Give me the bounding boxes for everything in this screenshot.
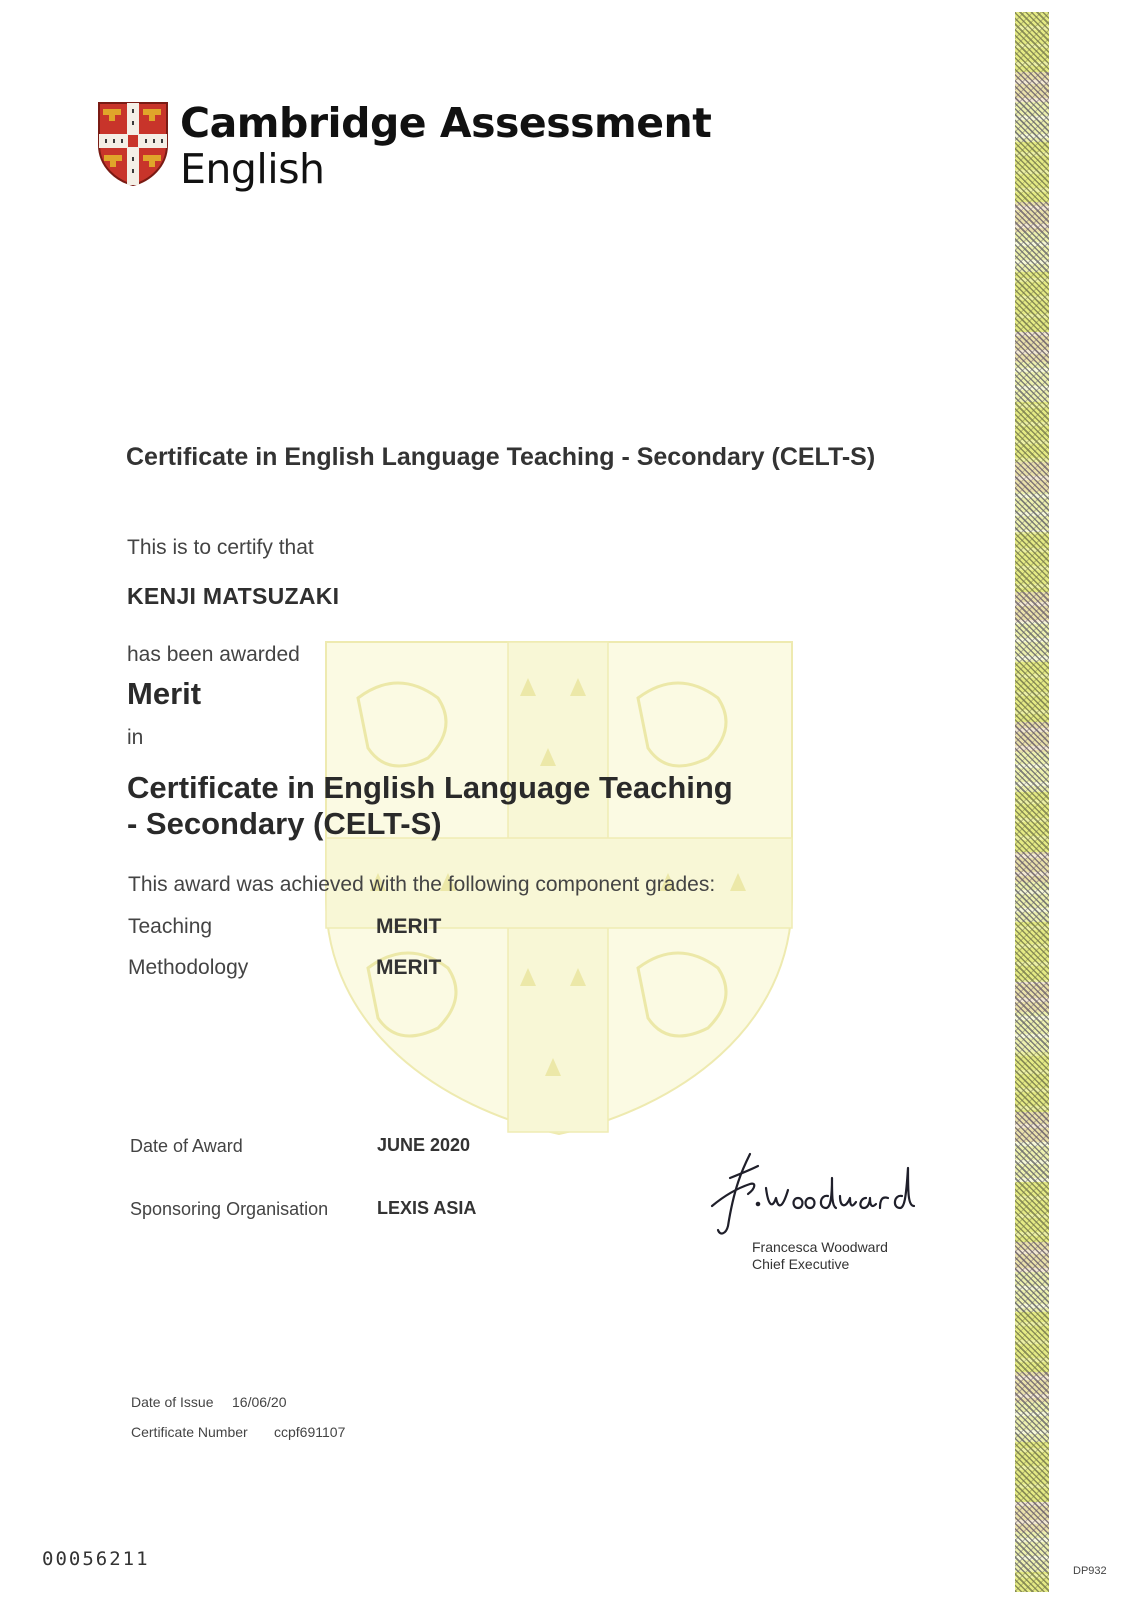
in-text: in [127,726,144,749]
date-of-award-value: JUNE 2020 [377,1135,471,1155]
overall-grade: Merit [127,676,202,711]
org-name-line2: English [180,145,325,193]
component-grade: MERIT [376,956,442,979]
certificate-number-value: ccpf691107 [274,1424,346,1440]
signature-icon [710,1148,930,1238]
candidate-name: KENJI MATSUZAKI [127,583,340,609]
component-label: Methodology [128,956,249,979]
org-name-line1: Cambridge Assessment [180,99,712,147]
date-of-issue-label: Date of Issue [131,1394,214,1410]
serial-number: 00056211 [42,1548,150,1570]
signatory-title: Chief Executive [752,1256,850,1272]
qualification-line2: - Secondary (CELT-S) [127,806,442,841]
qualification-line1: Certificate in English Language Teaching [127,770,733,805]
component-label: Teaching [128,915,213,938]
certify-text: This is to certify that [127,536,314,559]
component-grade: MERIT [376,915,442,938]
signatory-name: Francesca Woodward [752,1239,888,1255]
sponsor-value: LEXIS ASIA [377,1198,477,1218]
date-of-issue-value: 16/06/20 [232,1394,287,1410]
cambridge-logo [97,99,712,193]
form-code: DP932 [1073,1565,1107,1577]
awarded-text: has been awarded [127,643,300,666]
certificate-number-label: Certificate Number [131,1424,248,1440]
components-intro: This award was achieved with the following component grades: [128,873,716,896]
security-border-tint [1015,12,1049,1592]
qualification-title [127,770,827,842]
course-heading: Certificate in English Language Teaching - Secondary (CELT-S) [126,443,876,471]
sponsor-label: Sponsoring Organisation [130,1199,329,1219]
date-of-award-label: Date of Award [130,1136,243,1156]
cambridge-shield-icon [97,101,169,187]
